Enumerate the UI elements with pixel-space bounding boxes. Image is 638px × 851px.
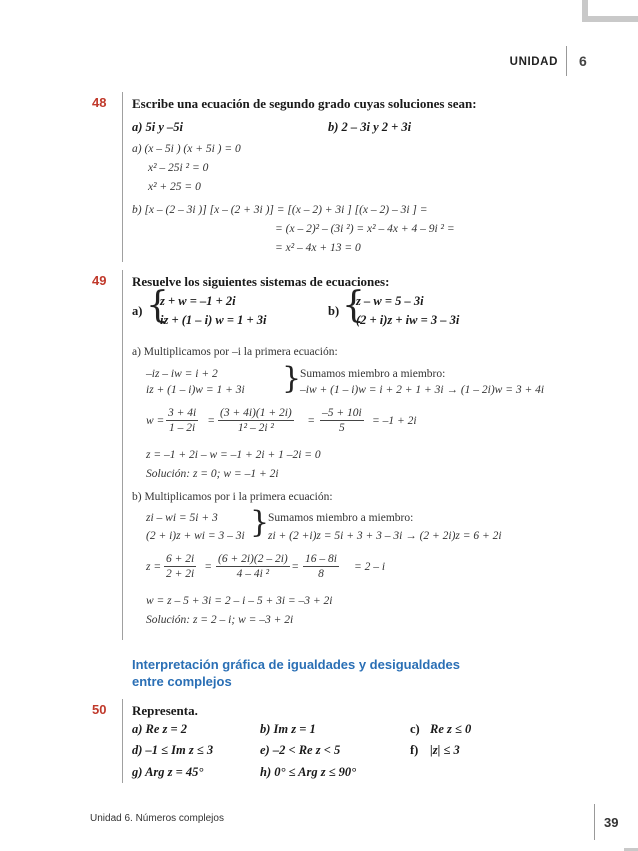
section-title-line1: Interpretación gráfica de igualdades y desigualdades [132, 657, 460, 672]
item-f-label: f) [410, 743, 419, 757]
part-b-z-result: = 2 – i [354, 561, 386, 573]
part-a-w-result: = –1 + 2i [372, 415, 417, 427]
exercise-48-b-step3: = x² – 4x + 13 = 0 [275, 242, 361, 254]
part-b-sum-label: Sumamos miembro a miembro: [268, 512, 414, 524]
part-a-fraction-1: $\frac{3 + 4i}{1 - 2i}$ [168, 407, 197, 434]
exercise-49-bar [122, 270, 123, 640]
exercise-48-b-step2: = (x – 2)² – (3i ²) = x² – 4x + 4 – 9i ² = [275, 223, 455, 235]
system-a-brace: { [146, 285, 169, 326]
part-a-sum-label: Sumamos miembro a miembro: [300, 368, 446, 380]
part-a-fraction-2: $\frac{(3 + 4i)(1 + 2i)}{\text{1² – 2i ²}}$ [220, 407, 292, 434]
item-e: e) –2 < Re z < 5 [260, 743, 341, 757]
part-a-equals-2: = [308, 415, 315, 427]
corner-decoration-top-right-bar [582, 16, 638, 22]
footer-text: Unidad 6. Números complejos [90, 813, 224, 824]
item-a: a) Re z = 2 [132, 722, 188, 736]
exercise-48-number: 48 [92, 95, 107, 110]
part-a-brace: } [282, 361, 302, 396]
part-a-sum: –iw + (1 – i)w = i + 2 + 1 + 3i → (1 – 2i)w = 3 + 4i [300, 384, 545, 396]
item-d: d) –1 ≤ Im z ≤ 3 [132, 743, 214, 757]
part-b-w-calc: w = z – 5 + 3i = 2 – i – 5 + 3i = –3 + 2i [146, 595, 333, 607]
unit-label: UNIDAD [509, 56, 558, 68]
system-b-eq1: z – w = 5 – 3i [356, 294, 424, 308]
exercise-48-b-step1: b) [x – (2 – 3i )] [x – (2 + 3i )] = [(x – 2) + 3i ] [(x – 2) – 3i ] = [132, 204, 428, 216]
exercise-48-bar [122, 92, 123, 262]
exercise-49-number: 49 [92, 273, 107, 288]
item-f: |z| ≤ 3 [430, 743, 460, 757]
part-b-brace: } [250, 505, 270, 540]
section-title-line2: entre complejos [132, 674, 232, 689]
header-divider [566, 46, 567, 76]
part-a-equals-1: = [208, 415, 215, 427]
item-h: h) 0° ≤ Arg z ≤ 90° [260, 765, 357, 779]
part-b-intro: b) Multiplicamos por i la primera ecuación: [132, 491, 333, 503]
system-b-brace: { [342, 285, 365, 326]
part-b-z-prefix: z = [146, 561, 162, 573]
system-a-eq2: iz + (1 – i) w = 1 + 3i [160, 313, 267, 327]
unit-number: 6 [579, 53, 587, 69]
footer-divider [594, 804, 595, 840]
item-c: Re z ≤ 0 [430, 722, 472, 736]
exercise-48-statement: Escribe una ecuación de segundo grado cuyas soluciones sean: [132, 96, 477, 111]
part-b-equals-1: = [205, 561, 212, 573]
item-g: g) Arg z = 45° [132, 765, 204, 779]
part-b-fraction-2: $\frac{(6 + 2i)(2 - 2i)}{\text{4 – 4i ²}}$ [218, 553, 288, 580]
part-a-solution: Solución: z = 0; w = –1 + 2i [146, 468, 279, 480]
part-b-eq1: zi – wi = 5i + 3 [146, 512, 218, 524]
exercise-50-statement: Representa. [132, 703, 198, 718]
system-b-eq2: (2 + i)z + iw = 3 – 3i [356, 313, 460, 327]
exercise-50-bar [122, 699, 123, 783]
part-b-fraction-1: $\frac{6 + 2i}{2 + 2i}$ [166, 553, 195, 580]
exercise-50-number: 50 [92, 702, 107, 717]
exercise-48-a-label: a) 5i y –5i [132, 120, 184, 134]
page-number: 39 [604, 815, 619, 830]
part-a-w-prefix: w = [146, 415, 165, 427]
part-a-eq1: –iz – iw = i + 2 [146, 368, 218, 380]
part-b-sum: zi + (2 +i)z = 5i + 3 + 3 – 3i → (2 + 2i)z = 6 + 2i [268, 530, 502, 542]
exercise-48-a-step1: a) (x – 5i ) (x + 5i ) = 0 [132, 143, 241, 155]
item-c-label: c) [410, 722, 420, 736]
part-a-intro: a) Multiplicamos por –i la primera ecuación: [132, 346, 338, 358]
system-b-label: b) [328, 304, 340, 318]
system-a-eq1: z + w = –1 + 2i [160, 294, 236, 308]
exercise-48-b-label: b) 2 – 3i y 2 + 3i [328, 120, 412, 134]
exercise-48-a-step3: x² + 25 = 0 [148, 181, 201, 193]
part-a-fraction-3: $\frac{-5 + 10i}{5}$ [322, 407, 362, 434]
exercise-48-a-step2: x² – 25i ² = 0 [148, 162, 209, 174]
part-b-fraction-3: $\frac{16 - 8i}{8}$ [305, 553, 337, 580]
system-a-label: a) [132, 304, 143, 318]
part-a-eq2: iz + (1 – i)w = 1 + 3i [146, 384, 245, 396]
part-b-eq2: (2 + i)z + wi = 3 – 3i [146, 530, 245, 542]
exercise-49-statement: Resuelve los siguientes sistemas de ecuaciones: [132, 274, 390, 289]
item-b: b) Im z = 1 [260, 722, 316, 736]
part-b-equals-2: = [292, 561, 299, 573]
part-b-solution: Solución: z = 2 – i; w = –3 + 2i [146, 614, 294, 626]
part-a-z-calc: z = –1 + 2i – w = –1 + 2i + 1 –2i = 0 [146, 449, 321, 461]
